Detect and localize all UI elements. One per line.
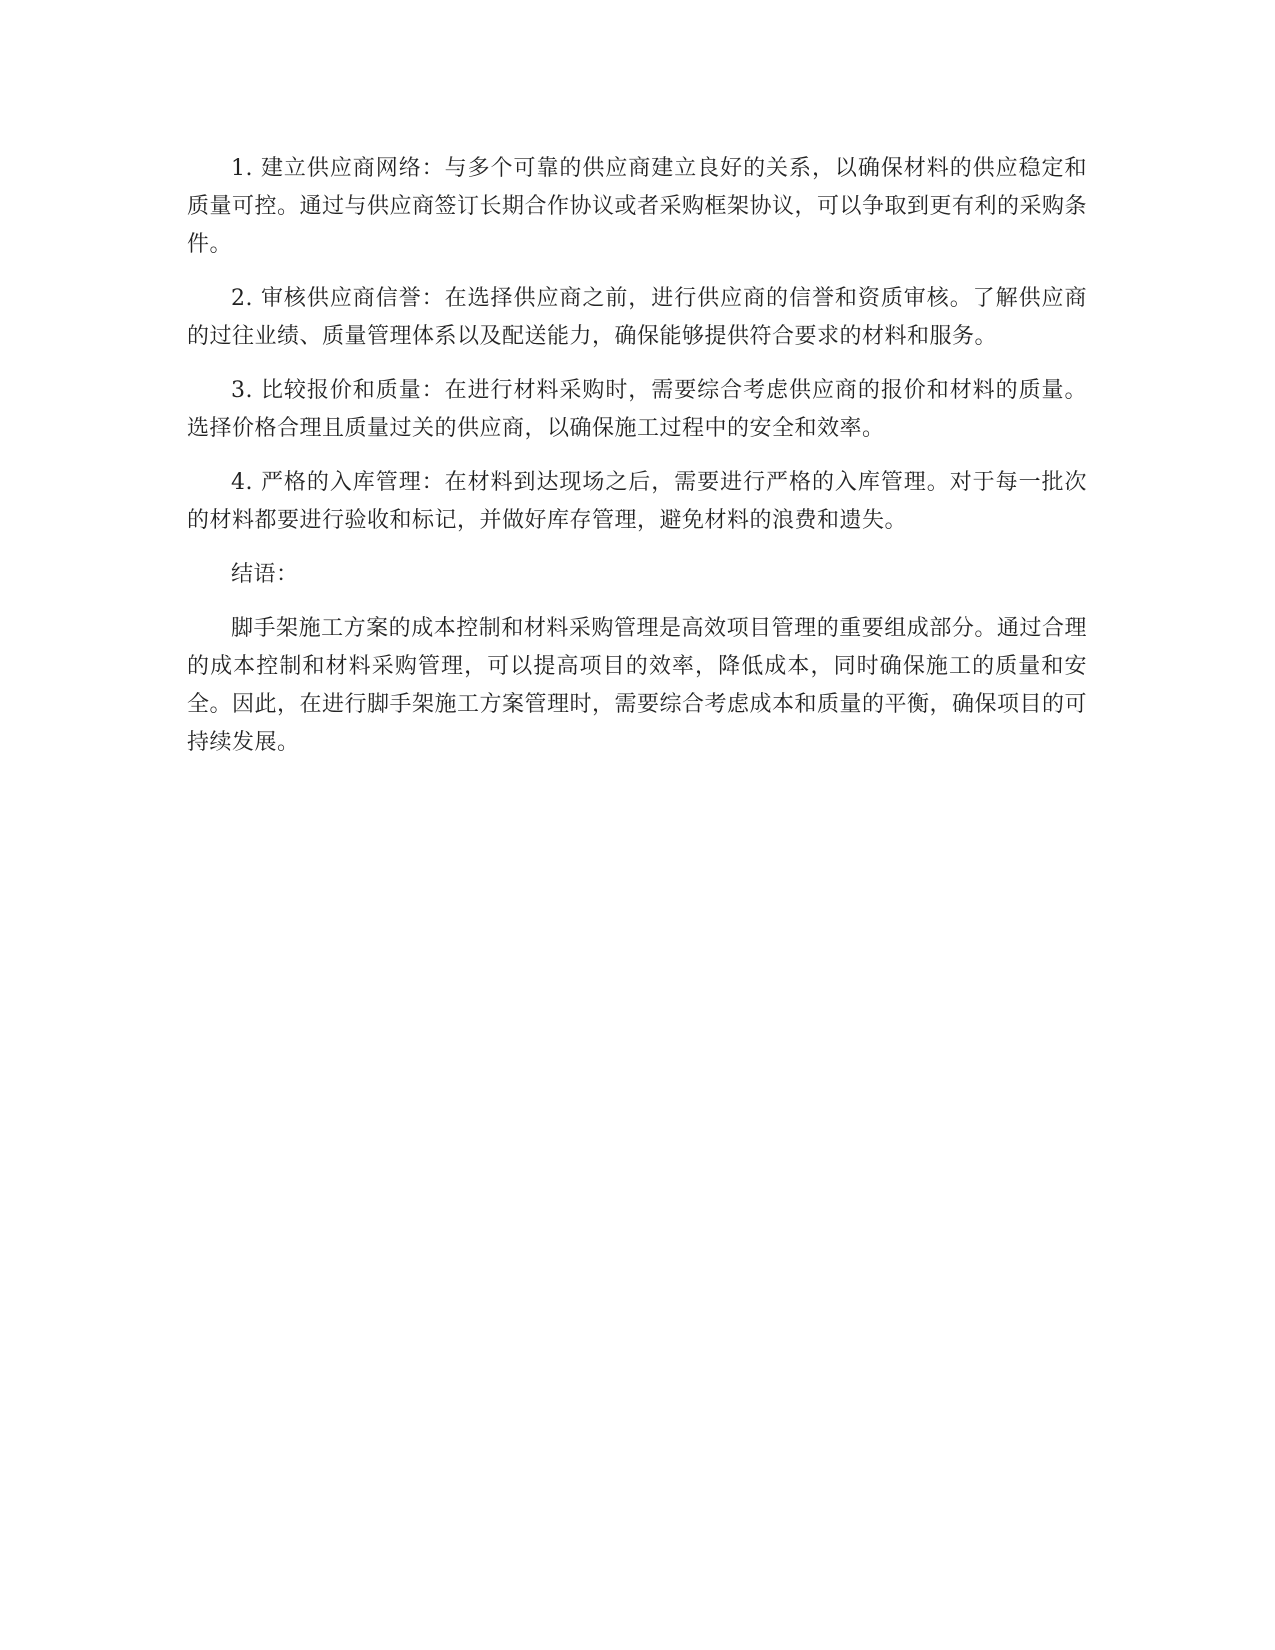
list-item-price-quality-comparison: 3. 比较报价和质量：在进行材料采购时，需要综合考虑供应商的报价和材料的质量。选择价格合理且质量过关的供应商，以确保施工过程中的安全和效率。 bbox=[187, 378, 1087, 441]
conclusion-heading: 结语： bbox=[231, 562, 299, 587]
list-item-supplier-credit-review: 2. 审核供应商信誉：在选择供应商之前，进行供应商的信誉和资质审核。了解供应商的过往业绩、质量管理体系以及配送能力，确保能够提供符合要求的材料和服务。 bbox=[187, 286, 1087, 349]
list-item-supplier-network: 1. 建立供应商网络：与多个可靠的供应商建立良好的关系，以确保材料的供应稳定和质量可控。通过与供应商签订长期合作协议或者采购框架协议，可以争取到更有利的采购条件。 bbox=[187, 156, 1088, 257]
document-body bbox=[187, 150, 1087, 778]
conclusion-paragraph: 脚手架施工方案的成本控制和材料采购管理是高效项目管理的重要组成部分。通过合理的成本控制和材料采购管理，可以提高项目的效率，降低成本，同时确保施工的质量和安全。因此，在进行脚手架施工方案管理时，需要综合考虑成本和质量的平衡，确保项目的可持续发展。 bbox=[187, 616, 1088, 755]
list-item-warehouse-management: 4. 严格的入库管理：在材料到达现场之后，需要进行严格的入库管理。对于每一批次的材料都要进行验收和标记，并做好库存管理，避免材料的浪费和遗失。 bbox=[187, 470, 1087, 533]
